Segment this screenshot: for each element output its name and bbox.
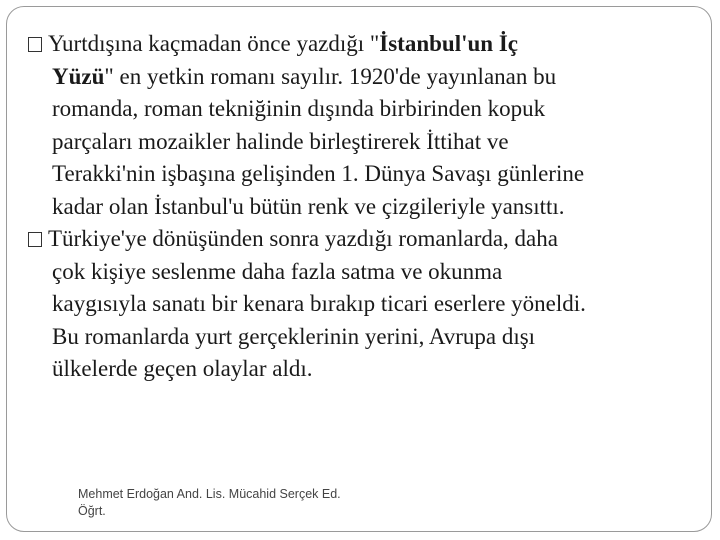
text-run: parçaları mozaikler halinde birleştirerek İttihat ve bbox=[52, 128, 509, 154]
text-run: romanda, roman tekniğinin dışında birbirinden kopuk bbox=[52, 96, 546, 121]
text-line bbox=[48, 223, 708, 256]
text-line bbox=[48, 353, 708, 386]
text-line bbox=[48, 288, 708, 321]
paragraph-1-lines bbox=[48, 28, 708, 223]
bold-title-text: Yüzü bbox=[52, 63, 105, 89]
text-run: Bu romanlarda yurt gerçeklerinin yerini, Avrupa dışı bbox=[52, 323, 536, 349]
text-run: kadar olan İstanbul'u bütün renk ve çizgileriyle yansıttı. bbox=[52, 193, 565, 219]
text-run: kaygısıyla sanatı bir kenara bırakıp ticari eserlere yöneldi. bbox=[52, 291, 586, 316]
paragraph-2-lines bbox=[48, 223, 708, 386]
footer-line-2: Öğrt. bbox=[78, 504, 106, 518]
text-line bbox=[48, 158, 708, 191]
text-run: Terakki'nin işbaşına gelişinden 1. Dünya Savaşı günlerine bbox=[52, 161, 585, 186]
slide-body bbox=[28, 28, 708, 386]
paragraph-2 bbox=[28, 223, 708, 386]
paragraph-1 bbox=[28, 28, 708, 223]
text-run: Yurtdışına kaçmadan önce yazdığı " bbox=[48, 31, 380, 56]
footer-line-1: Mehmet Erdoğan And. Lis. Mücahid Serçek Ed. bbox=[78, 487, 341, 501]
text-line bbox=[48, 256, 708, 289]
bullet-box-icon bbox=[28, 37, 42, 52]
text-line bbox=[48, 321, 708, 354]
footer-credit bbox=[78, 486, 408, 520]
text-line bbox=[48, 93, 708, 126]
text-run: ülkelerde geçen olaylar aldı. bbox=[52, 356, 313, 381]
text-line bbox=[48, 126, 708, 159]
bullet-box-icon bbox=[28, 232, 42, 247]
text-line bbox=[48, 28, 708, 61]
text-run: Türkiye'ye dönüşünden sonra yazdığı romanlarda, daha bbox=[48, 226, 558, 251]
text-run: " en yetkin romanı sayılır. 1920'de yayınlanan bu bbox=[104, 63, 557, 89]
text-run: çok kişiye seslenme daha fazla satma ve okunma bbox=[52, 258, 503, 284]
text-line bbox=[48, 61, 708, 94]
bold-title-text: İstanbul'un İç bbox=[379, 31, 518, 56]
text-line bbox=[48, 191, 708, 224]
